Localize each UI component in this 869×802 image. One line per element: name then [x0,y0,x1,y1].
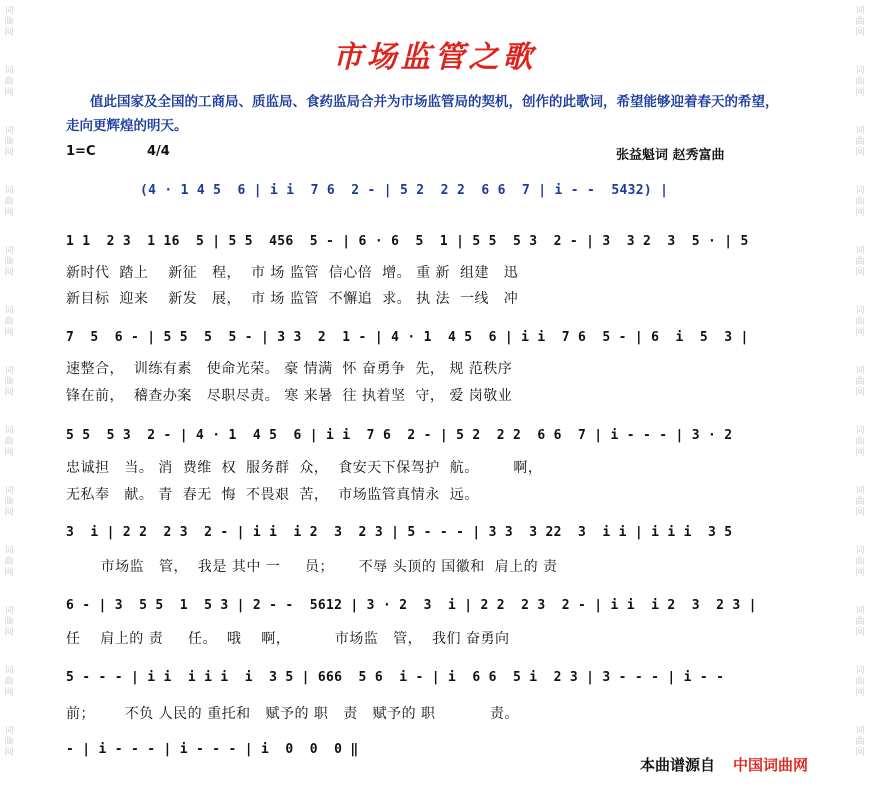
lyric-line-1a: 新时代 踏上 新征 程， 市 场 监管 信心倍 增。 重 新 组建 迅 [66,265,519,281]
watermark-right [851,0,869,802]
key-signature: 1=C [66,144,96,159]
watermark-text: 词 曲 网 [4,66,14,98]
source-label: 本曲谱源自 [640,756,716,774]
watermark-text: 词 曲 网 [4,306,14,338]
watermark-text: 词 曲 网 [855,606,865,638]
watermark-text: 词 曲 网 [4,486,14,518]
notation-line-1: 1 1 2 3 1 16 5 | 5 5 456 5 - | 6 · 6 5 1 | 5 5 5 3 2 - | 3 3 2 3 5 · | 5 [66,234,749,249]
time-signature: 4/4 [147,144,170,159]
watermark-text: 词 曲 网 [855,126,865,158]
watermark-text: 词 曲 网 [855,726,865,758]
notation-line-2: 7 5 6 - | 5 5 5 5 - | 3 3 2 1 - | 4 · 1 4 5 6 | i i 7 6 5 - | 6 i 5 3 | [66,330,749,345]
watermark-text: 词 曲 网 [4,546,14,578]
lyric-line-3a: 忠诚担 当。 消 费维 权 服务群 众， 食安天下保驾护 航。 啊， [66,460,543,476]
source-site-link[interactable]: 中国词曲网 [733,756,809,774]
lyric-line-3b: 无私奉 献。 青 春无 悔 不畏艰 苦， 市场监管真情永 远。 [66,487,479,503]
notation-line-7: - | i - - - | i - - - | i 0 0 0 ‖ [66,742,359,757]
lyric-line-4: 市场监 管， 我是 其中 一 员； 不辱 头顶的 国徽和 肩上的 责 [66,559,558,575]
intro-notation: (4 · 1 4 5 6 | i i 7 6 2 - | 5 2 2 2 6 6 7 | i - - 5432) | [140,183,669,198]
watermark-text: 词 曲 网 [855,246,865,278]
lyric-line-6: 前； 不负 人民的 重托和 赋予的 职 责 赋予的 职 责。 [66,706,520,722]
intro-text: 值此国家及全国的工商局、质监局、食药监局合并为市场监管局的契机，创作的此歌词，希望能够迎着春天的希望，走向更辉煌的明天。 [66,94,779,134]
lyric-line-2b: 锋在前， 稽查办案 尽职尽责。 寒 来暑 往 执着坚 守， 爱 岗敬业 [66,388,513,404]
watermark-text: 词 曲 网 [4,366,14,398]
watermark-text: 词 曲 网 [4,666,14,698]
watermark-text: 词 曲 网 [855,426,865,458]
lyric-line-1b: 新目标 迎来 新发 展， 市 场 监管 不懈追 求。 执 法 一线 冲 [66,291,519,307]
watermark-text: 词 曲 网 [4,426,14,458]
watermark-text: 词 曲 网 [4,606,14,638]
watermark-text: 词 曲 网 [855,186,865,218]
watermark-text: 词 曲 网 [4,246,14,278]
lyric-line-5: 任 肩上的 责 任。 哦 啊， 市场监 管， 我们 奋勇向 [66,631,510,647]
watermark-text: 词 曲 网 [855,546,865,578]
song-title: 市场监管之歌 [332,40,537,75]
notation-line-4: 3 i | 2 2 2 3 2 - | i i i 2 3 2 3 | 5 - - - | 3 3 3 22 3 i i | i i i 3 5 [66,525,733,540]
watermark-text: 词 曲 网 [4,126,14,158]
watermark-text: 词 曲 网 [4,726,14,758]
watermark-text: 词 曲 网 [855,666,865,698]
notation-line-6: 5 - - - | i i i i i i 3 5 | 666 5 6 i - | i 6 6 5 i 2 3 | 3 - - - | i - - [66,670,725,685]
lyric-line-2a: 速整合， 训练有素 使命光荣。 豪 情满 怀 奋勇争 先， 规 范秩序 [66,361,513,377]
watermark-text: 词 曲 网 [4,6,14,38]
notation-line-5: 6 - | 3 5 5 1 5 3 | 2 - - 5612 | 3 · 2 3 i | 2 2 2 3 2 - | i i i 2 3 2 3 | [66,598,757,613]
watermark-text: 词 曲 网 [855,486,865,518]
notation-line-3: 5 5 5 3 2 - | 4 · 1 4 5 6 | i i 7 6 2 - | 5 2 2 2 6 6 7 | i - - - | 3 · 2 [66,428,733,443]
watermark-text: 词 曲 网 [855,366,865,398]
watermark-text: 词 曲 网 [855,6,865,38]
watermark-text: 词 曲 网 [855,66,865,98]
watermark-left [0,0,18,802]
watermark-text: 词 曲 网 [4,186,14,218]
source-credit [640,754,808,775]
watermark-text: 词 曲 网 [855,306,865,338]
credits: 张益魁词 赵秀富曲 [616,148,725,163]
